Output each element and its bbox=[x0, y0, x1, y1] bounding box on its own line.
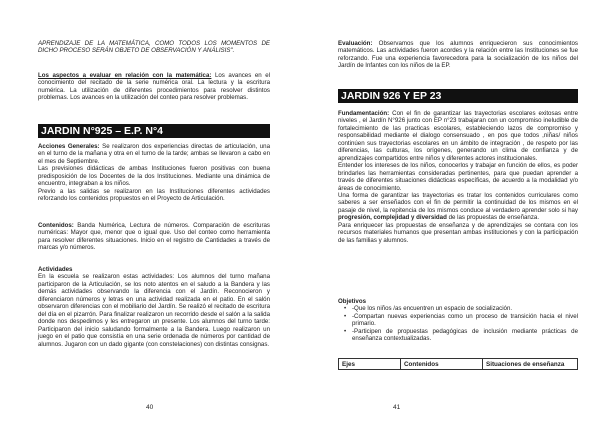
acciones-section bbox=[38, 143, 270, 203]
acciones-paragraph-2: Las previsiones didácticas de ambas Instituciones fueron positivas con buena predisposición de los Docentes de la dos Instituciones. Mediante una dinámica de encuentro, integraban a los niños. bbox=[38, 165, 270, 188]
fundamentacion-section bbox=[338, 110, 578, 244]
objective-item: • -Participen de propuestas pedagógicas de inclusión mediante prácticas de enseñanza contextualizadas. bbox=[352, 328, 578, 343]
evaluacion-section bbox=[338, 40, 578, 70]
objetivos-section bbox=[338, 298, 578, 343]
acciones-text: Se realizaron dos experiencias directas de articulación, una en el turno de la mañana y otra en el turno de la tarde; ambas se llevaron a cabo en el mes de Septiembre. bbox=[38, 143, 270, 165]
fundamentacion-paragraph-4: Para enriquecer las propuestas de enseñanza y de aprendizajes se contara con los recursos materiales humanos que presentan ambas instituciones y con la participación de las familias y alumnos. bbox=[338, 221, 578, 244]
aspects-label: Los aspectos a evaluar en relación con la matemática: bbox=[38, 72, 212, 79]
evaluacion-label: Evaluación: bbox=[338, 40, 373, 47]
section-header-jardin-926: JARDIN 926 Y EP 23 bbox=[338, 89, 578, 103]
table-header-situaciones: Situaciones de enseñanza bbox=[483, 359, 578, 370]
actividades-title: Actividades bbox=[38, 266, 73, 273]
fundamentacion-text: Con el fin de garantizar las trayectorias escolares exitosas entre niveles , el Jardín N°926 junto con EP n°23 trabajaran con un compromiso ineludible de fortalecimiento de las practicas escolares, estableciendo lazos de compromiso y responsabilidad mediante el dialogo consensuado , en pos que todos ,niñas/ niños continúen sus trayectorias escolares en un ámbito de integración , de respeto por las diferencias, las culturas, los orígenes, generando un clima de confianza y de aprendizajes compartidos entre niños y diferentes actores institucionales. bbox=[338, 110, 578, 162]
table-header-contenidos: Contenidos bbox=[401, 359, 483, 370]
objective-item: • -Que los niños /as encuentren un espacio de socialización. bbox=[352, 305, 578, 312]
page-number-right: 41 bbox=[393, 404, 401, 411]
objetivos-list bbox=[338, 305, 578, 342]
page-number-left: 40 bbox=[146, 404, 154, 411]
table-header-ejes: Ejes bbox=[339, 359, 401, 370]
acciones-label: Acciones Generales: bbox=[38, 143, 100, 150]
intro-paragraph: APRENDIZAJE DE LA MATEMÁTICA, COMO TODOS LOS MOMENTOS DE DICHO PROCESO SERÁN OBJETO DE OBSERVACIÓN Y ANÁLISIS". bbox=[38, 40, 270, 55]
contenidos-text: Banda Numérica, Lectura de números. Comparación de escrituras numéricas: Mayor que, menor que o igual que. Uso del conteo como herramienta para resolver diferentes situaciones. Inicio en el registro de Cantidades a través de marcas y/o números. bbox=[38, 222, 270, 252]
evaluacion-text: Observamos que los alumnos enriquecieron sus conocimientos matemáticos. Las actividades fueron acordes y la relación entre las Instituciones se fue reforzando. Fue una experiencia favorecedora para la socialización de los niños del Jardín de Infantes con los niños de la EP. bbox=[338, 40, 578, 70]
aspects-text: Los avances en el conocimiento del recitado de la serie numérica oral. La lectura y la escritura numérica. La utilización de diferentes procedimientos para resolver distintos problemas. Los avances en la utilización del conteo para resolver problemas. bbox=[38, 72, 270, 102]
acciones-paragraph-3: Previo a las salidas se realizaron en las Instituciones diferentes actividades reforzando los contenidos propuestos en el Proyecto de Articulación. bbox=[38, 187, 270, 203]
fundamentacion-paragraph-3: Una forma de garantizar las trayectorias es tratar los contenidos curriculares como saberes a ser enseñados con el fin de permitir la continuidad de los mismos en el pasaje de nivel, la repitencia de los mismos conduce al verdadero aprender solo si hay progresión, complejidad y diversidad de las propuestas de enseñanza. bbox=[338, 191, 578, 222]
section-header-jardin-925: JARDIN N°925 – E.P. N°4 bbox=[38, 124, 270, 138]
fundamentacion-paragraph-2: Entender los intereses de los niños, conocerlos y trabajar en función de ellos, es poder brindarles las herramientas consideradas pertinentes, para que puedan aprender a través de diferentes situaciones didácticas específicas, de acuerdo a la modalidad y/o áreas de conocimiento. bbox=[338, 162, 578, 192]
table-header-row bbox=[339, 359, 578, 370]
ejes-table bbox=[338, 358, 578, 370]
actividades-section bbox=[38, 266, 270, 348]
contenidos-section bbox=[38, 222, 270, 252]
objetivos-title: Objetivos bbox=[338, 298, 366, 305]
objective-item: • -Compartan nuevas experiencias como un proceso de transición hacia el nivel primario. bbox=[352, 313, 578, 328]
aspects-paragraph bbox=[38, 72, 270, 102]
fundamentacion-label: Fundamentación: bbox=[338, 110, 390, 117]
actividades-text: En la escuela se realizaron estas actividades: Los alumnos del turno mañana participaron de la Articulación, se los noto atentos en el saludo a la Bandera y las demás actividades observando la diferencia con el Jardín. Reconocieron y diferenciaron números y letras en una actividad realizada en el patio. En el salón observaron diferencias con el mobiliario del Jardín. Se realizó el recitado de escritura del día en el pizarrón. Para finalizar realizaron un recorrido desde el salón a la salida donde nos despedimos y les entregaron un presente. Los alumnos del turno tarde: Participaron del inicio saludando formalmente a la Bandera. Luego realizaron un juego en el patio que consistía en una serie ordenada de números por cantidad de alumnos. Jugaron con un dado gigante (con constelaciones) con distintas consignas. bbox=[38, 273, 270, 348]
contenidos-label: Contenidos: bbox=[38, 222, 74, 229]
